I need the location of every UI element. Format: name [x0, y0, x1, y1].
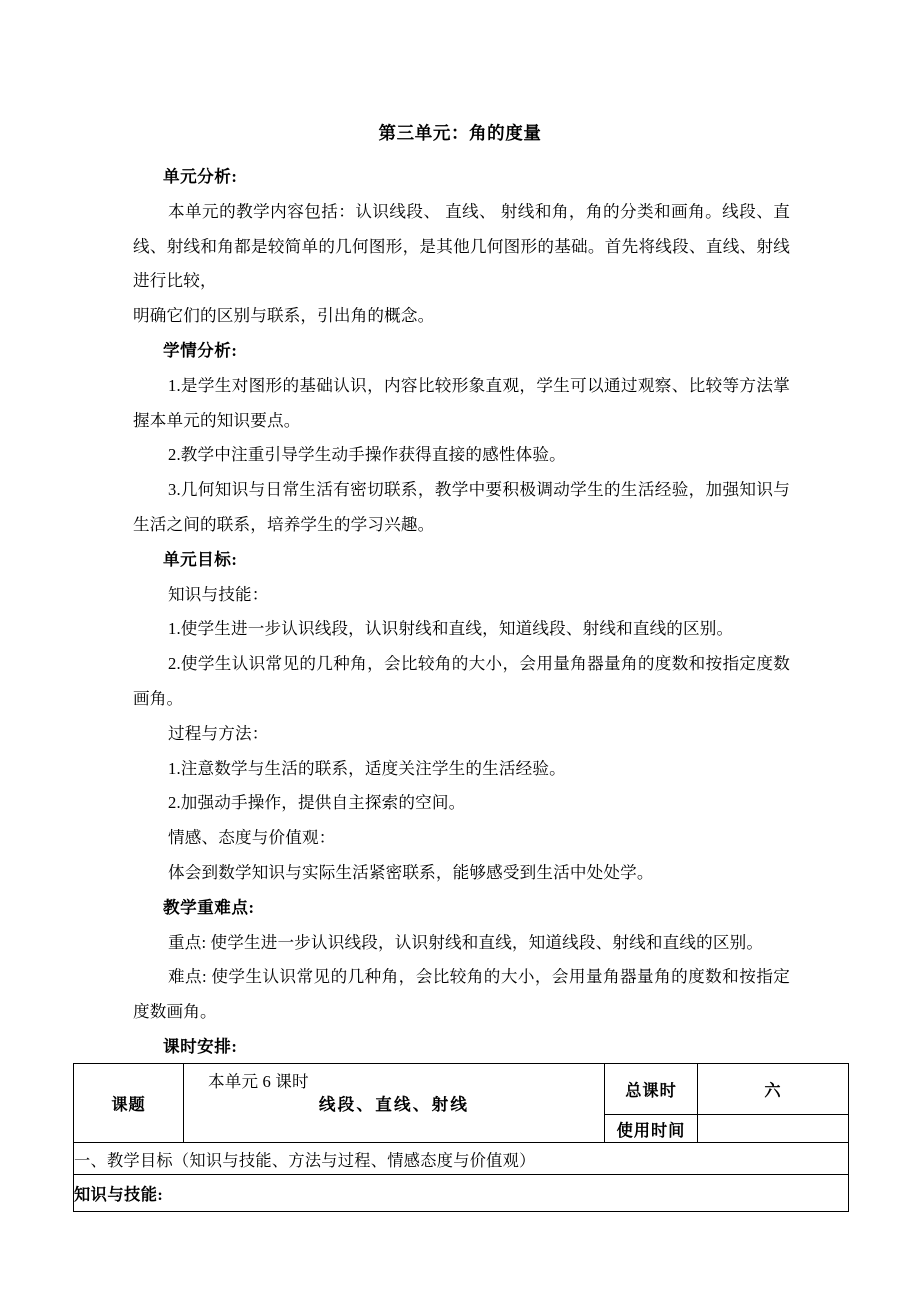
table-row-objectives	[74, 1143, 849, 1175]
table-cell-topic-label: 课题	[74, 1064, 184, 1143]
unit-goals-knowledge-label: 知识与技能：	[168, 584, 269, 604]
unit-goals-process-label: 过程与方法：	[168, 723, 269, 743]
student-analysis-item-3: 3.几何知识与日常生活有密切联系，教学中要积极调动学生的生活经验，加强知识与生活之间的联系，培养学生的学习兴趣。	[133, 480, 790, 534]
unit-goals-attitude-label: 情感、态度与价值观：	[168, 828, 336, 848]
difficult-point-text: 难点: 使学生认识常见的几种角，会比较角的大小，会用量角器量角的度数和按指定度数画角。	[133, 967, 790, 1022]
document-body	[133, 160, 790, 1100]
section-heading-schedule: 课时安排:	[163, 1036, 238, 1056]
table-row-topic	[74, 1064, 849, 1115]
unit-analysis-continuation: 明确它们的区别与联系，引出角的概念。	[133, 306, 435, 326]
section-heading-student-analysis: 学情分析:	[163, 340, 238, 360]
section-heading-unit-analysis: 单元分析:	[163, 167, 238, 186]
unit-goals-process-item-1: 1.注意数学与生活的联系，适度关注学生的生活经验。	[168, 758, 566, 778]
table-cell-use-time-label: 使用时间	[605, 1115, 698, 1143]
unit-goals-knowledge-item-2: 2.使学生认识常见的几种角，会比较角的大小，会用量角器量角的度数和按指定度数画角。	[133, 654, 790, 708]
unit-analysis-paragraph: 本单元的教学内容包括：认识线段、 直线、 射线和角，角的分类和画角。线段、直线、射线和角都是较简单的几何图形，是其他几何图形的基础。首先将线段、直线、射线进行比较，	[133, 201, 790, 291]
key-point-text: 重点: 使学生进一步认识线段，认识射线和直线，知道线段、射线和直线的区别。	[168, 932, 764, 952]
unit-goals-process-item-2: 2.加强动手操作，提供自主探索的空间。	[168, 793, 466, 813]
table-cell-objectives: 一、教学目标（知识与技能、方法与过程、情感态度与价值观）	[74, 1143, 849, 1175]
table-cell-use-time-value[interactable]	[698, 1115, 849, 1143]
student-analysis-item-1: 1.是学生对图形的基础认识，内容比较形象直观，学生可以通过观察、比较等方法掌握本单元的知识要点。	[133, 375, 790, 430]
table-cell-total-periods-value: 六	[698, 1064, 849, 1115]
unit-goals-attitude-text: 体会到数学知识与实际生活紧密联系，能够感受到生活中处处学。	[168, 862, 654, 882]
table-cell-topic-value: 线段、直线、射线	[184, 1064, 605, 1143]
unit-goals-knowledge-item-1: 1.使学生进一步认识线段，认识射线和直线，知道线段、射线和直线的区别。	[168, 619, 734, 639]
schedule-text: 本单元 6 课时	[208, 1071, 309, 1091]
student-analysis-item-2: 2.教学中注重引导学生动手操作获得直接的感性体验。	[168, 445, 566, 465]
section-heading-unit-goals: 单元目标:	[163, 549, 238, 569]
table-cell-total-periods-label: 总课时	[605, 1064, 698, 1115]
table-cell-skills-label: 知识与技能:	[74, 1175, 849, 1212]
section-heading-key-difficulties: 教学重难点:	[163, 897, 255, 917]
table-row-skills	[74, 1175, 849, 1212]
page-title: 第三单元：角的度量	[378, 123, 542, 143]
lesson-plan-table	[73, 1063, 849, 1212]
